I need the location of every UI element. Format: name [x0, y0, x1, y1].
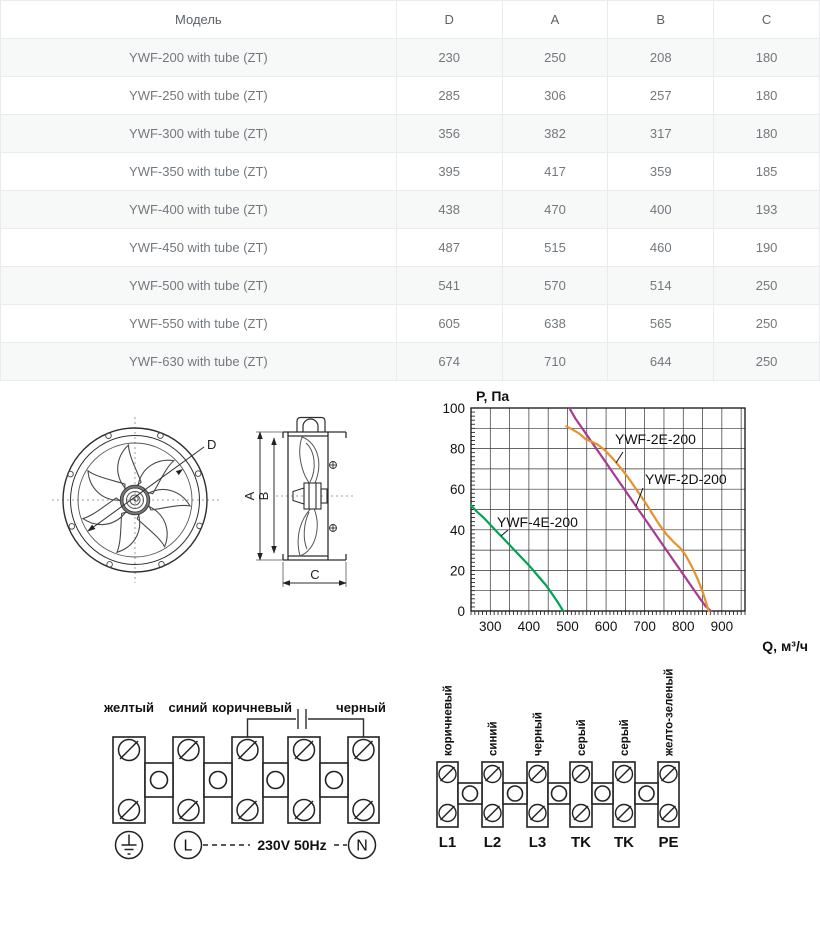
wire-label-black-2: черный — [532, 712, 545, 756]
wire-label-yellow-green: желто-зеленый — [663, 668, 676, 756]
terminal-label-l3: L3 — [528, 834, 547, 851]
performance-chart — [430, 385, 820, 660]
power-spec — [203, 837, 347, 853]
model-cell: YWF-550 with tube (ZT) — [1, 305, 397, 343]
table-row: YWF-250 with tube (ZT) 285 306 257 180 — [1, 77, 820, 115]
col-header-c: C — [714, 1, 820, 39]
table-row: YWF-200 with tube (ZT) 230 250 208 180 — [1, 39, 820, 77]
dimensions-table — [0, 0, 820, 381]
x-axis-title: Q, м³/ч — [762, 638, 808, 654]
line-terminal-label: L — [183, 837, 193, 855]
junction-box — [297, 418, 325, 433]
terminal-blocks-left — [113, 737, 379, 823]
terminal-label-tk1: TK — [571, 834, 591, 851]
figures-row — [0, 385, 820, 660]
wiring-row — [0, 660, 820, 925]
dim-c-label: C — [310, 567, 320, 582]
line-terminal — [175, 832, 202, 859]
wire-label-blue-2: синий — [487, 721, 500, 756]
dim-a-label: A — [242, 491, 257, 501]
y-tick-label: 80 — [449, 441, 465, 457]
x-tick-label: 400 — [517, 619, 541, 634]
terminal-label-l1: L1 — [438, 834, 457, 851]
model-cell: YWF-300 with tube (ZT) — [1, 115, 397, 153]
table-row: YWF-450 with tube (ZT) 487 515 460 190 — [1, 229, 820, 267]
x-tick-label: 700 — [633, 619, 656, 634]
series-label-2e: YWF-2E-200 — [615, 431, 696, 447]
model-cell: YWF-250 with tube (ZT) — [1, 77, 397, 115]
dimension-b — [256, 438, 274, 553]
wire-label-yellow: желтый — [104, 700, 154, 715]
x-tick-label: 500 — [556, 619, 579, 634]
terminal-label-tk2: TK — [614, 834, 634, 851]
wire-label-black: черный — [336, 700, 386, 715]
terminal-blocks-right — [437, 762, 679, 827]
table-row: YWF-300 with tube (ZT) 356 382 317 180 — [1, 115, 820, 153]
model-cell: YWF-500 with tube (ZT) — [1, 267, 397, 305]
table-row: YWF-350 with tube (ZT) 395 417 359 185 — [1, 153, 820, 191]
x-tick-label: 300 — [479, 619, 502, 634]
chart-overlay — [476, 388, 808, 654]
model-cell: YWF-200 with tube (ZT) — [1, 39, 397, 77]
power-spec-label: 230V 50Hz — [257, 837, 327, 853]
neutral-terminal-label: N — [356, 837, 368, 855]
col-header-b: B — [608, 1, 714, 39]
fan-side-view — [242, 418, 354, 588]
series-label-2d: YWF-2D-200 — [645, 471, 727, 487]
x-tick-label: 800 — [671, 619, 695, 634]
dim-b-label: B — [256, 491, 271, 501]
model-cell: YWF-350 with tube (ZT) — [1, 153, 397, 191]
series-curve-ywf-2e-200 — [566, 426, 708, 611]
col-header-a: A — [502, 1, 608, 39]
x-tick-label: 900 — [710, 619, 734, 634]
table-header-row — [1, 1, 820, 39]
y-tick-label: 40 — [449, 522, 465, 538]
model-cell: YWF-450 with tube (ZT) — [1, 229, 397, 267]
table-row: YWF-550 with tube (ZT) 605 638 565 250 — [1, 305, 820, 343]
wire-label-grey-2: серый — [619, 719, 631, 756]
dimension-d-arrowhead — [176, 469, 183, 475]
wiring-diagrams — [0, 660, 820, 925]
wire-label-blue: синий — [168, 700, 208, 715]
series-leader-2e — [616, 452, 623, 463]
fan-front-view — [52, 417, 220, 583]
model-cell: YWF-630 with tube (ZT) — [1, 343, 397, 381]
model-cell: YWF-400 with tube (ZT) — [1, 191, 397, 229]
neutral-terminal — [349, 832, 376, 859]
x-tick-label: 600 — [594, 619, 618, 634]
series-label-4e: YWF-4E-200 — [497, 514, 578, 530]
wiring-diagram-three-phase — [437, 669, 679, 851]
series-leader-4e — [501, 530, 508, 536]
wire-label-brown-2: коричневый — [442, 685, 455, 756]
dim-d-label: D — [207, 437, 217, 452]
table-row: YWF-500 with tube (ZT) 541 570 514 250 — [1, 267, 820, 305]
ground-icon — [116, 832, 143, 859]
table-row: YWF-400 with tube (ZT) 438 470 400 193 — [1, 191, 820, 229]
y-axis-title: P, Па — [476, 388, 510, 404]
terminal-label-pe: PE — [658, 834, 679, 851]
fan-technical-drawing — [0, 385, 430, 660]
y-tick-label: 60 — [449, 482, 465, 498]
terminal-label-l2: L2 — [483, 834, 502, 851]
y-tick-label: 100 — [442, 401, 465, 416]
wire-label-grey-1: серый — [576, 719, 588, 756]
y-tick-label: 0 — [457, 604, 465, 619]
wiring-diagram-single-phase — [103, 700, 386, 859]
col-header-model: Модель — [1, 1, 397, 39]
table-row: YWF-630 with tube (ZT) 674 710 644 250 — [1, 343, 820, 381]
y-tick-label: 20 — [449, 563, 465, 579]
dimension-c — [283, 562, 346, 587]
col-header-d: D — [396, 1, 502, 39]
wire-label-brown: коричневый — [212, 700, 292, 715]
